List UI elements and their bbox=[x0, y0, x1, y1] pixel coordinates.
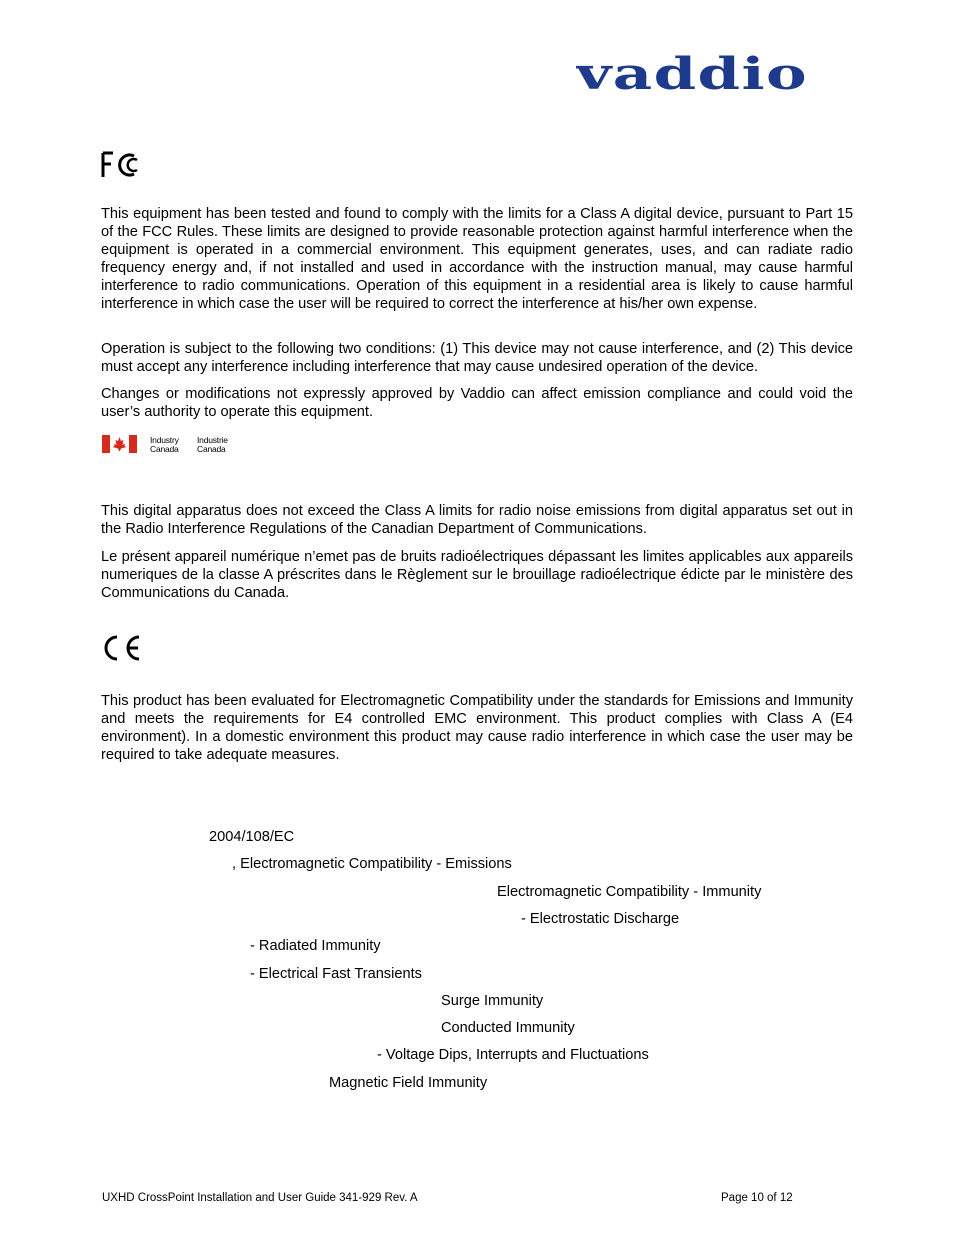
ic-label-fr-2: Canada bbox=[197, 444, 226, 454]
fcc-paragraph-1: This equipment has been tested and found to comply with the limits for a Class A digital device, pursuant to Part 15 of the FCC Rules. These limits are designed to provide reasonable protection against harmful interference when the equipment is operated in a commercial environment. This equipment generates, uses, and can radiate radio frequency energy and, if not installed and used in accordance with the instruction manual, may cause harmful interference to radio communications. Operation of this equipment in a residential area is likely to cause harmful interference in which case the user will be required to correct the interference at his/her own expense. bbox=[101, 206, 853, 312]
standard-conducted-immunity: Conducted Immunity bbox=[441, 1020, 575, 1036]
ce-logo bbox=[102, 634, 144, 662]
standard-voltage-dips: - Voltage Dips, Interrupts and Fluctuations bbox=[377, 1047, 649, 1063]
vaddio-logo bbox=[576, 52, 810, 98]
fcc-logo bbox=[101, 151, 141, 179]
ic-label-fr-1: Industrie bbox=[197, 435, 228, 445]
standard-magnetic-field: Magnetic Field Immunity bbox=[329, 1075, 488, 1091]
standard-fast-transients: - Electrical Fast Transients bbox=[250, 966, 422, 982]
footer-doc-title: UXHD CrossPoint Installation and User Guide 341-929 Rev. A bbox=[102, 1192, 418, 1204]
ic-paragraph-english: This digital apparatus does not exceed the Class A limits for radio noise emissions from digital apparatus set out in the Radio Interference Regulations of the Canadian Department of Communications. bbox=[101, 503, 853, 537]
ce-logo-graphic bbox=[102, 634, 144, 662]
ce-paragraph: This product has been evaluated for Electromagnetic Compatibility under the standards for Emissions and Immunity and meets the requirements for E4 controlled EMC environment. This product complies with Class A (E4 environment). In a domestic environment this product may cause radio interference in which case the user may be required to take adequate measures. bbox=[101, 693, 853, 763]
fcc-paragraph-3: Changes or modifications not expressly approved by Vaddio can affect emission compliance and could void the user’s authority to operate this equipment. bbox=[101, 386, 853, 420]
ic-label-en-1: Industry bbox=[150, 435, 179, 445]
standard-electrostatic-discharge: - Electrostatic Discharge bbox=[521, 911, 680, 927]
standard-immunity: Electromagnetic Compatibility - Immunity bbox=[497, 884, 762, 900]
fcc-logo-graphic bbox=[101, 151, 141, 179]
ic-paragraph-french: Le présent appareil numérique n’emet pas de bruits radioélectriques dépassant les limites applicables aux appareils numeriques de la classe A préscrites dans le Règlement sur le brouillage radioélectrique édicte par le ministère des Communications du Canada. bbox=[101, 549, 853, 601]
industry-canada-logo bbox=[102, 434, 238, 456]
standard-directive: 2004/108/EC bbox=[209, 829, 295, 845]
vaddio-logo-text: vaddio bbox=[576, 52, 808, 98]
ic-label-en-2: Canada bbox=[150, 444, 179, 454]
standard-radiated-immunity: - Radiated Immunity bbox=[250, 938, 381, 954]
fcc-paragraph-2: Operation is subject to the following two conditions: (1) This device may not cause interference, and (2) This device must accept any interference including interference that may cause undesired operation of the device. bbox=[101, 341, 853, 375]
footer-page-number: Page 10 of 12 bbox=[721, 1192, 793, 1204]
standard-surge-immunity: Surge Immunity bbox=[441, 993, 544, 1009]
standard-emissions: , Electromagnetic Compatibility - Emissions bbox=[232, 856, 512, 872]
vaddio-logo-graphic bbox=[576, 52, 810, 98]
canada-flag-icon bbox=[102, 435, 137, 453]
